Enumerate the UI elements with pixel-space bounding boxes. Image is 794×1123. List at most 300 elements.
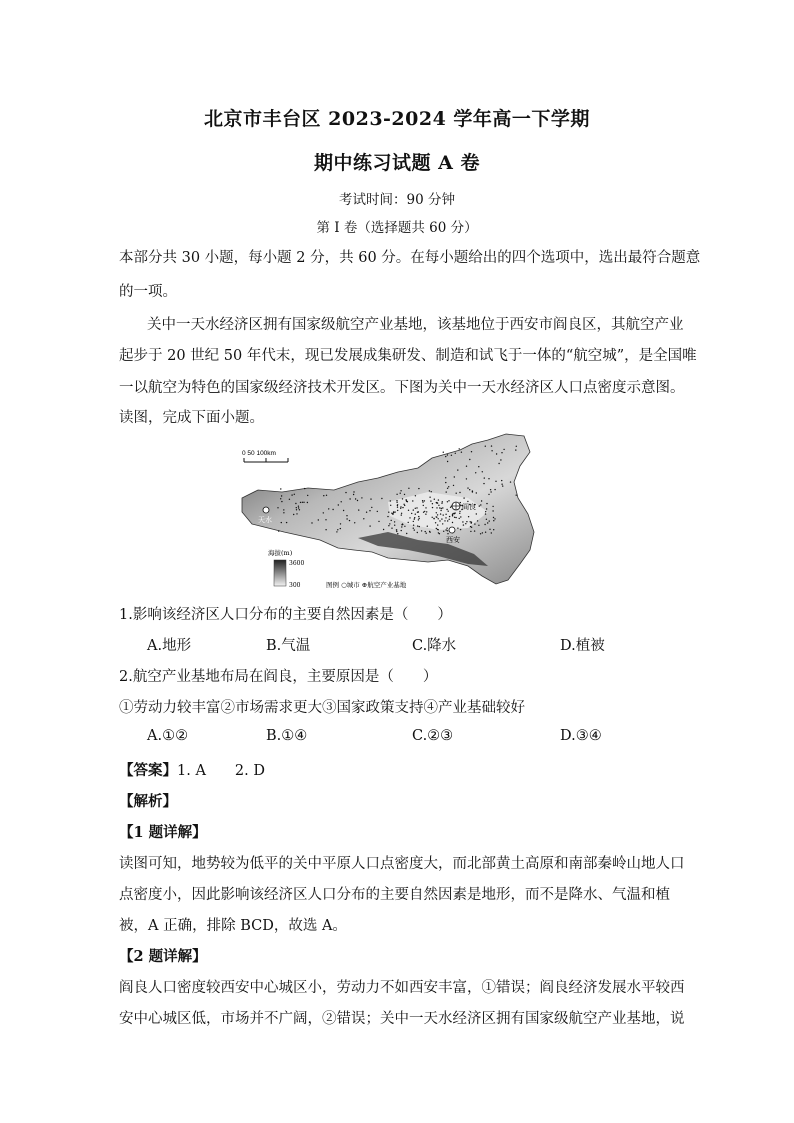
population-dot bbox=[466, 466, 467, 467]
population-dot bbox=[381, 498, 382, 499]
population-dot bbox=[393, 511, 394, 512]
population-dot bbox=[510, 481, 511, 482]
population-dot bbox=[280, 498, 281, 499]
population-dot bbox=[445, 482, 446, 483]
population-dot bbox=[452, 522, 453, 523]
city-label-tianshui: 天水 bbox=[258, 516, 272, 524]
population-dot bbox=[445, 477, 446, 478]
question-1-option-a: A.地形 bbox=[147, 638, 192, 654]
population-dot bbox=[466, 521, 467, 522]
population-dot bbox=[426, 511, 427, 512]
population-dot bbox=[325, 529, 326, 530]
population-dot bbox=[460, 529, 461, 530]
population-dot bbox=[311, 522, 312, 523]
population-dot bbox=[388, 512, 389, 513]
population-dot bbox=[446, 491, 447, 492]
population-dot bbox=[413, 509, 414, 510]
population-dot bbox=[487, 522, 488, 523]
population-dot bbox=[445, 529, 446, 530]
population-dot bbox=[447, 454, 448, 455]
population-dot bbox=[447, 530, 448, 531]
population-dot bbox=[281, 522, 282, 523]
passage-line-1: 关中一天水经济区拥有国家级航空产业基地，该基地位于西安市阎良区，其航空产业 bbox=[147, 317, 684, 333]
population-dot bbox=[439, 533, 440, 534]
population-dot bbox=[495, 481, 496, 482]
population-dot bbox=[432, 517, 433, 518]
population-dot bbox=[437, 514, 438, 515]
answer-label: 【答案】 bbox=[119, 762, 177, 779]
population-dot bbox=[429, 497, 430, 498]
question-1-option-c: C.降水 bbox=[412, 638, 457, 654]
population-dot bbox=[419, 518, 420, 519]
population-dot bbox=[418, 488, 419, 489]
population-dot bbox=[299, 509, 300, 510]
population-dot bbox=[430, 500, 431, 501]
city-label-yanliang: 阎良 bbox=[462, 503, 476, 511]
population-dot bbox=[502, 485, 503, 486]
population-dot bbox=[439, 507, 440, 508]
population-dot bbox=[401, 526, 402, 527]
answer-text: 1. A 2. D bbox=[177, 763, 265, 779]
population-dot bbox=[396, 502, 397, 503]
population-dot bbox=[323, 495, 324, 496]
population-dot bbox=[436, 512, 437, 513]
population-dot bbox=[463, 497, 464, 498]
population-dot bbox=[415, 508, 416, 509]
population-dot bbox=[345, 492, 346, 493]
population-dot bbox=[456, 493, 457, 494]
population-dot bbox=[392, 513, 393, 514]
population-dot bbox=[402, 523, 403, 524]
q2-explanation-line-1: 阎良人口密度较西安中心城区小，劳动力不如西安丰富，①错误；阎良经济发展水平较西 bbox=[119, 980, 685, 996]
population-dot bbox=[462, 521, 463, 522]
population-dot bbox=[426, 533, 427, 534]
population-dot bbox=[501, 484, 502, 485]
population-dot bbox=[486, 503, 487, 504]
population-dot bbox=[427, 526, 428, 527]
population-dot bbox=[471, 451, 472, 452]
population-dot bbox=[281, 501, 282, 502]
population-dot bbox=[295, 503, 296, 504]
population-dot bbox=[406, 533, 407, 534]
population-dot bbox=[455, 453, 456, 454]
population-dot bbox=[281, 495, 282, 496]
population-dot bbox=[435, 522, 436, 523]
population-dot bbox=[346, 515, 347, 516]
population-dot bbox=[440, 513, 441, 514]
population-dot bbox=[394, 525, 395, 526]
population-dot bbox=[438, 518, 439, 519]
population-dot bbox=[452, 515, 453, 516]
population-dot bbox=[417, 532, 418, 533]
population-dot bbox=[415, 514, 416, 515]
population-dot bbox=[371, 507, 372, 508]
population-dot bbox=[470, 531, 471, 532]
population-dot bbox=[388, 525, 389, 526]
q1-explanation-line-2: 点密度小，因此影响该经济区人口分布的主要自然因素是地形，而不是降水、气温和植 bbox=[119, 887, 670, 903]
population-dot bbox=[406, 501, 407, 502]
population-dot bbox=[471, 522, 472, 523]
population-dot bbox=[341, 501, 342, 502]
population-dot bbox=[429, 490, 430, 491]
population-dot bbox=[283, 509, 284, 510]
question-2-option-d: D.③④ bbox=[560, 728, 602, 744]
population-dot bbox=[491, 450, 492, 451]
population-dot bbox=[455, 517, 456, 518]
population-dot bbox=[358, 509, 359, 510]
population-dot bbox=[440, 510, 441, 511]
population-dot bbox=[441, 518, 442, 519]
population-dot bbox=[485, 532, 486, 533]
population-dot bbox=[413, 525, 414, 526]
population-dot bbox=[389, 523, 390, 524]
population-dot bbox=[454, 517, 455, 518]
population-dot bbox=[408, 522, 409, 523]
question-1-option-d: D.植被 bbox=[560, 638, 605, 654]
population-dot bbox=[448, 511, 449, 512]
population-dot bbox=[354, 522, 355, 523]
population-dot bbox=[460, 502, 461, 503]
population-dot bbox=[369, 525, 370, 526]
population-dot bbox=[447, 533, 448, 534]
population-dot bbox=[361, 497, 362, 498]
population-dot bbox=[490, 491, 491, 492]
population-dot bbox=[424, 500, 425, 501]
question-1-stem: 1.影响该经济区人口分布的主要自然因素是（ ） bbox=[119, 607, 452, 623]
answer-line bbox=[119, 759, 265, 780]
population-dot bbox=[491, 445, 492, 446]
population-dot bbox=[453, 513, 454, 514]
population-dot bbox=[353, 491, 354, 492]
population-dot bbox=[425, 514, 426, 515]
population-dot bbox=[300, 502, 301, 503]
population-density-map bbox=[238, 432, 544, 592]
population-dot bbox=[357, 500, 358, 501]
population-dot bbox=[498, 463, 499, 464]
population-dot bbox=[390, 505, 391, 506]
population-dot bbox=[484, 524, 485, 525]
population-dot bbox=[439, 520, 440, 521]
population-dot bbox=[433, 518, 434, 519]
population-dot bbox=[463, 524, 464, 525]
population-dot bbox=[349, 498, 350, 499]
passage-line-4: 读图，完成下面小题。 bbox=[119, 410, 264, 426]
population-dot bbox=[441, 508, 442, 509]
population-dot bbox=[406, 499, 407, 500]
population-dot bbox=[448, 486, 449, 487]
population-dot bbox=[425, 507, 426, 508]
population-dot bbox=[447, 520, 448, 521]
population-dot bbox=[411, 513, 412, 514]
question-2-option-b: B.①④ bbox=[266, 728, 308, 744]
population-dot bbox=[490, 489, 491, 490]
population-dot bbox=[396, 531, 397, 532]
population-dot bbox=[400, 493, 401, 494]
population-dot bbox=[396, 529, 397, 530]
city-label-xian: 西安 bbox=[446, 536, 460, 544]
population-dot bbox=[467, 501, 468, 502]
population-dot bbox=[383, 529, 384, 530]
population-dot bbox=[437, 529, 438, 530]
population-dot bbox=[474, 523, 475, 524]
population-dot bbox=[394, 511, 395, 512]
population-dot bbox=[413, 528, 414, 529]
population-dot bbox=[366, 512, 367, 513]
population-dot bbox=[391, 520, 392, 521]
population-dot bbox=[483, 483, 484, 484]
population-dot bbox=[444, 520, 445, 521]
population-dot bbox=[397, 504, 398, 505]
population-dot bbox=[478, 466, 479, 467]
population-dot bbox=[400, 490, 401, 491]
population-dot bbox=[438, 499, 439, 500]
population-dot bbox=[450, 507, 451, 508]
population-dot bbox=[493, 517, 494, 518]
population-dot bbox=[482, 471, 483, 472]
population-dot bbox=[422, 501, 423, 502]
population-dot bbox=[390, 500, 391, 501]
population-dot bbox=[469, 459, 470, 460]
population-dot bbox=[307, 495, 308, 496]
q2-explanation-heading: 【2 题详解】 bbox=[119, 948, 207, 965]
question-2-choices: ①劳动力较丰富②市场需求更大③国家政策支持④产业基础较好 bbox=[119, 700, 525, 716]
population-dot bbox=[482, 532, 483, 533]
population-dot bbox=[296, 509, 297, 510]
population-dot bbox=[467, 487, 468, 488]
population-dot bbox=[416, 507, 417, 508]
population-dot bbox=[485, 513, 486, 514]
q1-explanation-line-1: 读图可知，地势较为低平的关中平原人口点密度大，而北部黄土高原和南部秦岭山地人口 bbox=[119, 856, 685, 872]
population-dot bbox=[503, 449, 504, 450]
population-dot bbox=[294, 494, 295, 495]
population-dot bbox=[401, 513, 402, 514]
population-dot bbox=[289, 499, 290, 500]
population-dot bbox=[488, 478, 489, 479]
q2-explanation-line-2: 安中心城区低，市场并不广阔，②错误；关中一天水经济区拥有国家级航空产业基地，说 bbox=[119, 1011, 685, 1027]
page-title: 北京市丰台区 2023-2024 学年高一下学期 bbox=[204, 108, 590, 130]
population-dot bbox=[363, 518, 364, 519]
population-dot bbox=[493, 529, 494, 530]
population-dot bbox=[298, 507, 299, 508]
population-dot bbox=[436, 528, 437, 529]
population-dot bbox=[432, 503, 433, 504]
population-dot bbox=[447, 501, 448, 502]
population-dot bbox=[283, 512, 284, 513]
population-dot bbox=[445, 514, 446, 515]
population-dot bbox=[414, 518, 415, 519]
population-dot bbox=[457, 528, 458, 529]
population-dot bbox=[459, 513, 460, 514]
population-dot bbox=[492, 510, 493, 511]
population-dot bbox=[459, 518, 460, 519]
population-dot bbox=[409, 517, 410, 518]
intro-line-1: 本部分共 30 小题，每小题 2 分，共 60 分。在每小题给出的四个选项中，选出最符合题意 bbox=[119, 250, 701, 266]
city-marker-tianshui bbox=[263, 507, 269, 513]
population-dot bbox=[404, 526, 405, 527]
population-dot bbox=[338, 504, 339, 505]
population-dot bbox=[437, 524, 438, 525]
population-dot bbox=[346, 518, 347, 519]
population-dot bbox=[486, 508, 487, 509]
question-2-option-a: A.①② bbox=[147, 728, 189, 744]
population-dot bbox=[394, 521, 395, 522]
population-dot bbox=[516, 446, 517, 447]
population-dot bbox=[454, 512, 455, 513]
population-dot bbox=[516, 495, 517, 496]
population-dot bbox=[422, 500, 423, 501]
population-dot bbox=[466, 478, 467, 479]
population-dot bbox=[404, 494, 405, 495]
population-dot bbox=[442, 507, 443, 508]
population-dot bbox=[515, 449, 516, 450]
population-dot bbox=[397, 510, 398, 511]
population-dot bbox=[453, 485, 454, 486]
population-dot bbox=[408, 488, 409, 489]
population-dot bbox=[501, 480, 502, 481]
population-dot bbox=[461, 452, 462, 453]
population-dot bbox=[401, 530, 402, 531]
scale-bar-label: 0 50 100km bbox=[242, 450, 276, 457]
city-marker-xian bbox=[449, 527, 455, 533]
population-dot bbox=[396, 494, 397, 495]
population-dot bbox=[485, 446, 486, 447]
passage-line-2: 起步于 20 世纪 50 年代末，现已发展成集研发、制造和试飞于一体的“航空城”，是全国唯 bbox=[119, 348, 697, 364]
population-dot bbox=[501, 452, 502, 453]
intro-line-2: 的一项。 bbox=[119, 284, 177, 300]
population-dot bbox=[434, 499, 435, 500]
population-dot bbox=[459, 448, 460, 449]
population-dot bbox=[493, 520, 494, 521]
population-dot bbox=[496, 453, 497, 454]
population-dot bbox=[477, 520, 478, 521]
population-dot bbox=[492, 506, 493, 507]
population-dot bbox=[443, 514, 444, 515]
population-dot bbox=[424, 511, 425, 512]
population-dot bbox=[489, 529, 490, 530]
population-dot bbox=[459, 511, 460, 512]
question-2-stem: 2.航空产业基地布局在阎良，主要原因是（ ） bbox=[119, 669, 438, 685]
population-dot bbox=[370, 498, 371, 499]
map-legend: 图例 ○城市 ⊕航空产业基地 bbox=[326, 581, 407, 589]
population-dot bbox=[484, 477, 485, 478]
population-dot bbox=[465, 523, 466, 524]
question-2-option-c: C.②③ bbox=[412, 728, 454, 744]
population-dot bbox=[413, 521, 414, 522]
population-dot bbox=[436, 507, 437, 508]
page-subtitle: 期中练习试题 A 卷 bbox=[314, 152, 480, 174]
population-dot bbox=[387, 516, 388, 517]
population-dot bbox=[278, 530, 279, 531]
population-dot bbox=[396, 500, 397, 501]
population-dot bbox=[343, 510, 344, 511]
population-dot bbox=[325, 519, 326, 520]
population-dot bbox=[349, 520, 350, 521]
population-dot bbox=[494, 518, 495, 519]
population-dot bbox=[303, 502, 304, 503]
population-dot bbox=[476, 492, 477, 493]
population-dot bbox=[457, 469, 458, 470]
population-dot bbox=[432, 507, 433, 508]
population-dot bbox=[286, 522, 287, 523]
population-dot bbox=[302, 502, 303, 503]
population-dot bbox=[291, 494, 292, 495]
population-dot bbox=[480, 504, 481, 505]
population-dot bbox=[431, 491, 432, 492]
population-dot bbox=[400, 506, 401, 507]
question-1-option-b: B.气温 bbox=[266, 638, 311, 654]
exam-time: 考试时间：90 分钟 bbox=[339, 192, 455, 208]
population-dot bbox=[423, 505, 424, 506]
population-dot bbox=[494, 489, 495, 490]
population-dot bbox=[488, 494, 489, 495]
population-dot bbox=[377, 511, 378, 512]
population-dot bbox=[293, 514, 294, 515]
population-dot bbox=[480, 533, 481, 534]
population-dot bbox=[397, 507, 398, 508]
population-dot bbox=[446, 509, 447, 510]
population-dot bbox=[443, 531, 444, 532]
population-dot bbox=[418, 519, 419, 520]
population-dot bbox=[417, 525, 418, 526]
population-dot bbox=[470, 521, 471, 522]
population-dot bbox=[449, 516, 450, 517]
population-dot bbox=[448, 500, 449, 501]
population-dot bbox=[445, 456, 446, 457]
population-dot bbox=[304, 488, 305, 489]
population-dot bbox=[489, 520, 490, 521]
population-dot bbox=[421, 530, 422, 531]
population-dot bbox=[401, 514, 402, 515]
population-dot bbox=[442, 523, 443, 524]
population-dot bbox=[445, 517, 446, 518]
population-dot bbox=[412, 500, 413, 501]
population-dot bbox=[336, 531, 337, 532]
population-dot bbox=[449, 519, 450, 520]
population-dot bbox=[446, 528, 447, 529]
population-dot bbox=[436, 516, 437, 517]
population-dot bbox=[400, 508, 401, 509]
population-dot bbox=[469, 489, 470, 490]
population-dot bbox=[481, 500, 482, 501]
population-dot bbox=[355, 498, 356, 499]
population-dot bbox=[408, 510, 409, 511]
population-dot bbox=[447, 461, 448, 462]
population-dot bbox=[491, 532, 492, 533]
population-dot bbox=[486, 519, 487, 520]
population-dot bbox=[472, 491, 473, 492]
population-dot bbox=[442, 501, 443, 502]
population-dot bbox=[429, 531, 430, 532]
elevation-color-ramp bbox=[274, 560, 286, 586]
population-dot bbox=[277, 507, 278, 508]
q1-explanation-line-3: 被，A 正确，排除 BCD，故选 A。 bbox=[119, 918, 347, 934]
population-dot bbox=[280, 488, 281, 489]
population-dot bbox=[369, 510, 370, 511]
population-dot bbox=[323, 512, 324, 513]
population-dot bbox=[318, 519, 319, 520]
population-dot bbox=[332, 509, 333, 510]
population-dot bbox=[414, 529, 415, 530]
population-dot bbox=[479, 505, 480, 506]
population-dot bbox=[328, 508, 329, 509]
population-dot bbox=[418, 516, 419, 517]
analysis-heading: 【解析】 bbox=[119, 793, 177, 810]
population-dot bbox=[353, 494, 354, 495]
elevation-low-label: 300 bbox=[289, 582, 301, 589]
population-dot bbox=[471, 527, 472, 528]
population-dot bbox=[340, 528, 341, 529]
population-dot bbox=[474, 530, 475, 531]
